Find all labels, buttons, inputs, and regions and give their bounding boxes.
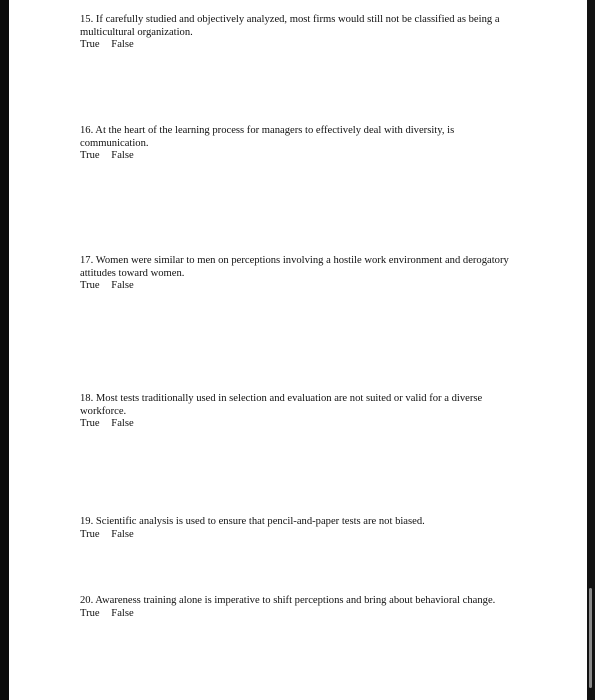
question-text: 20. Awareness training alone is imperative to shift perceptions and bring about behavioral change. xyxy=(80,595,496,606)
question-20 xyxy=(80,595,520,620)
option-true[interactable]: True xyxy=(80,418,100,430)
answer-options xyxy=(80,608,520,621)
scrollbar-thumb[interactable] xyxy=(589,588,592,688)
option-false[interactable]: False xyxy=(111,150,134,162)
option-true[interactable]: True xyxy=(80,280,100,292)
question-15 xyxy=(80,14,520,52)
option-true[interactable]: True xyxy=(80,607,100,619)
answer-options xyxy=(80,418,520,431)
option-true[interactable]: True xyxy=(80,528,100,540)
question-17 xyxy=(80,255,520,293)
option-false[interactable]: False xyxy=(111,39,134,51)
answer-options xyxy=(80,150,520,163)
question-text: 18. Most tests traditionally used in selection and evaluation are not suited or valid for a diverse workforce. xyxy=(80,393,483,417)
answer-options xyxy=(80,529,520,542)
answer-options xyxy=(80,39,520,52)
option-false[interactable]: False xyxy=(111,280,134,292)
option-false[interactable]: False xyxy=(111,418,134,430)
question-text: 15. If carefully studied and objectively analyzed, most firms would still not be classified as being a multicultural organization. xyxy=(80,14,500,38)
answer-options xyxy=(80,280,520,293)
left-window-edge xyxy=(0,0,9,700)
question-text: 16. At the heart of the learning process for managers to effectively deal with diversity, is communication. xyxy=(80,125,455,149)
question-19 xyxy=(80,516,520,541)
question-text: 17. Women were similar to men on perceptions involving a hostile work environment and derogatory attitudes toward women. xyxy=(80,255,509,279)
option-true[interactable]: True xyxy=(80,150,100,162)
option-false[interactable]: False xyxy=(111,528,134,540)
option-true[interactable]: True xyxy=(80,39,100,51)
question-16 xyxy=(80,125,520,163)
option-false[interactable]: False xyxy=(111,607,134,619)
question-text: 19. Scientific analysis is used to ensure that pencil-and-paper tests are not biased. xyxy=(80,516,425,527)
question-18 xyxy=(80,393,520,431)
